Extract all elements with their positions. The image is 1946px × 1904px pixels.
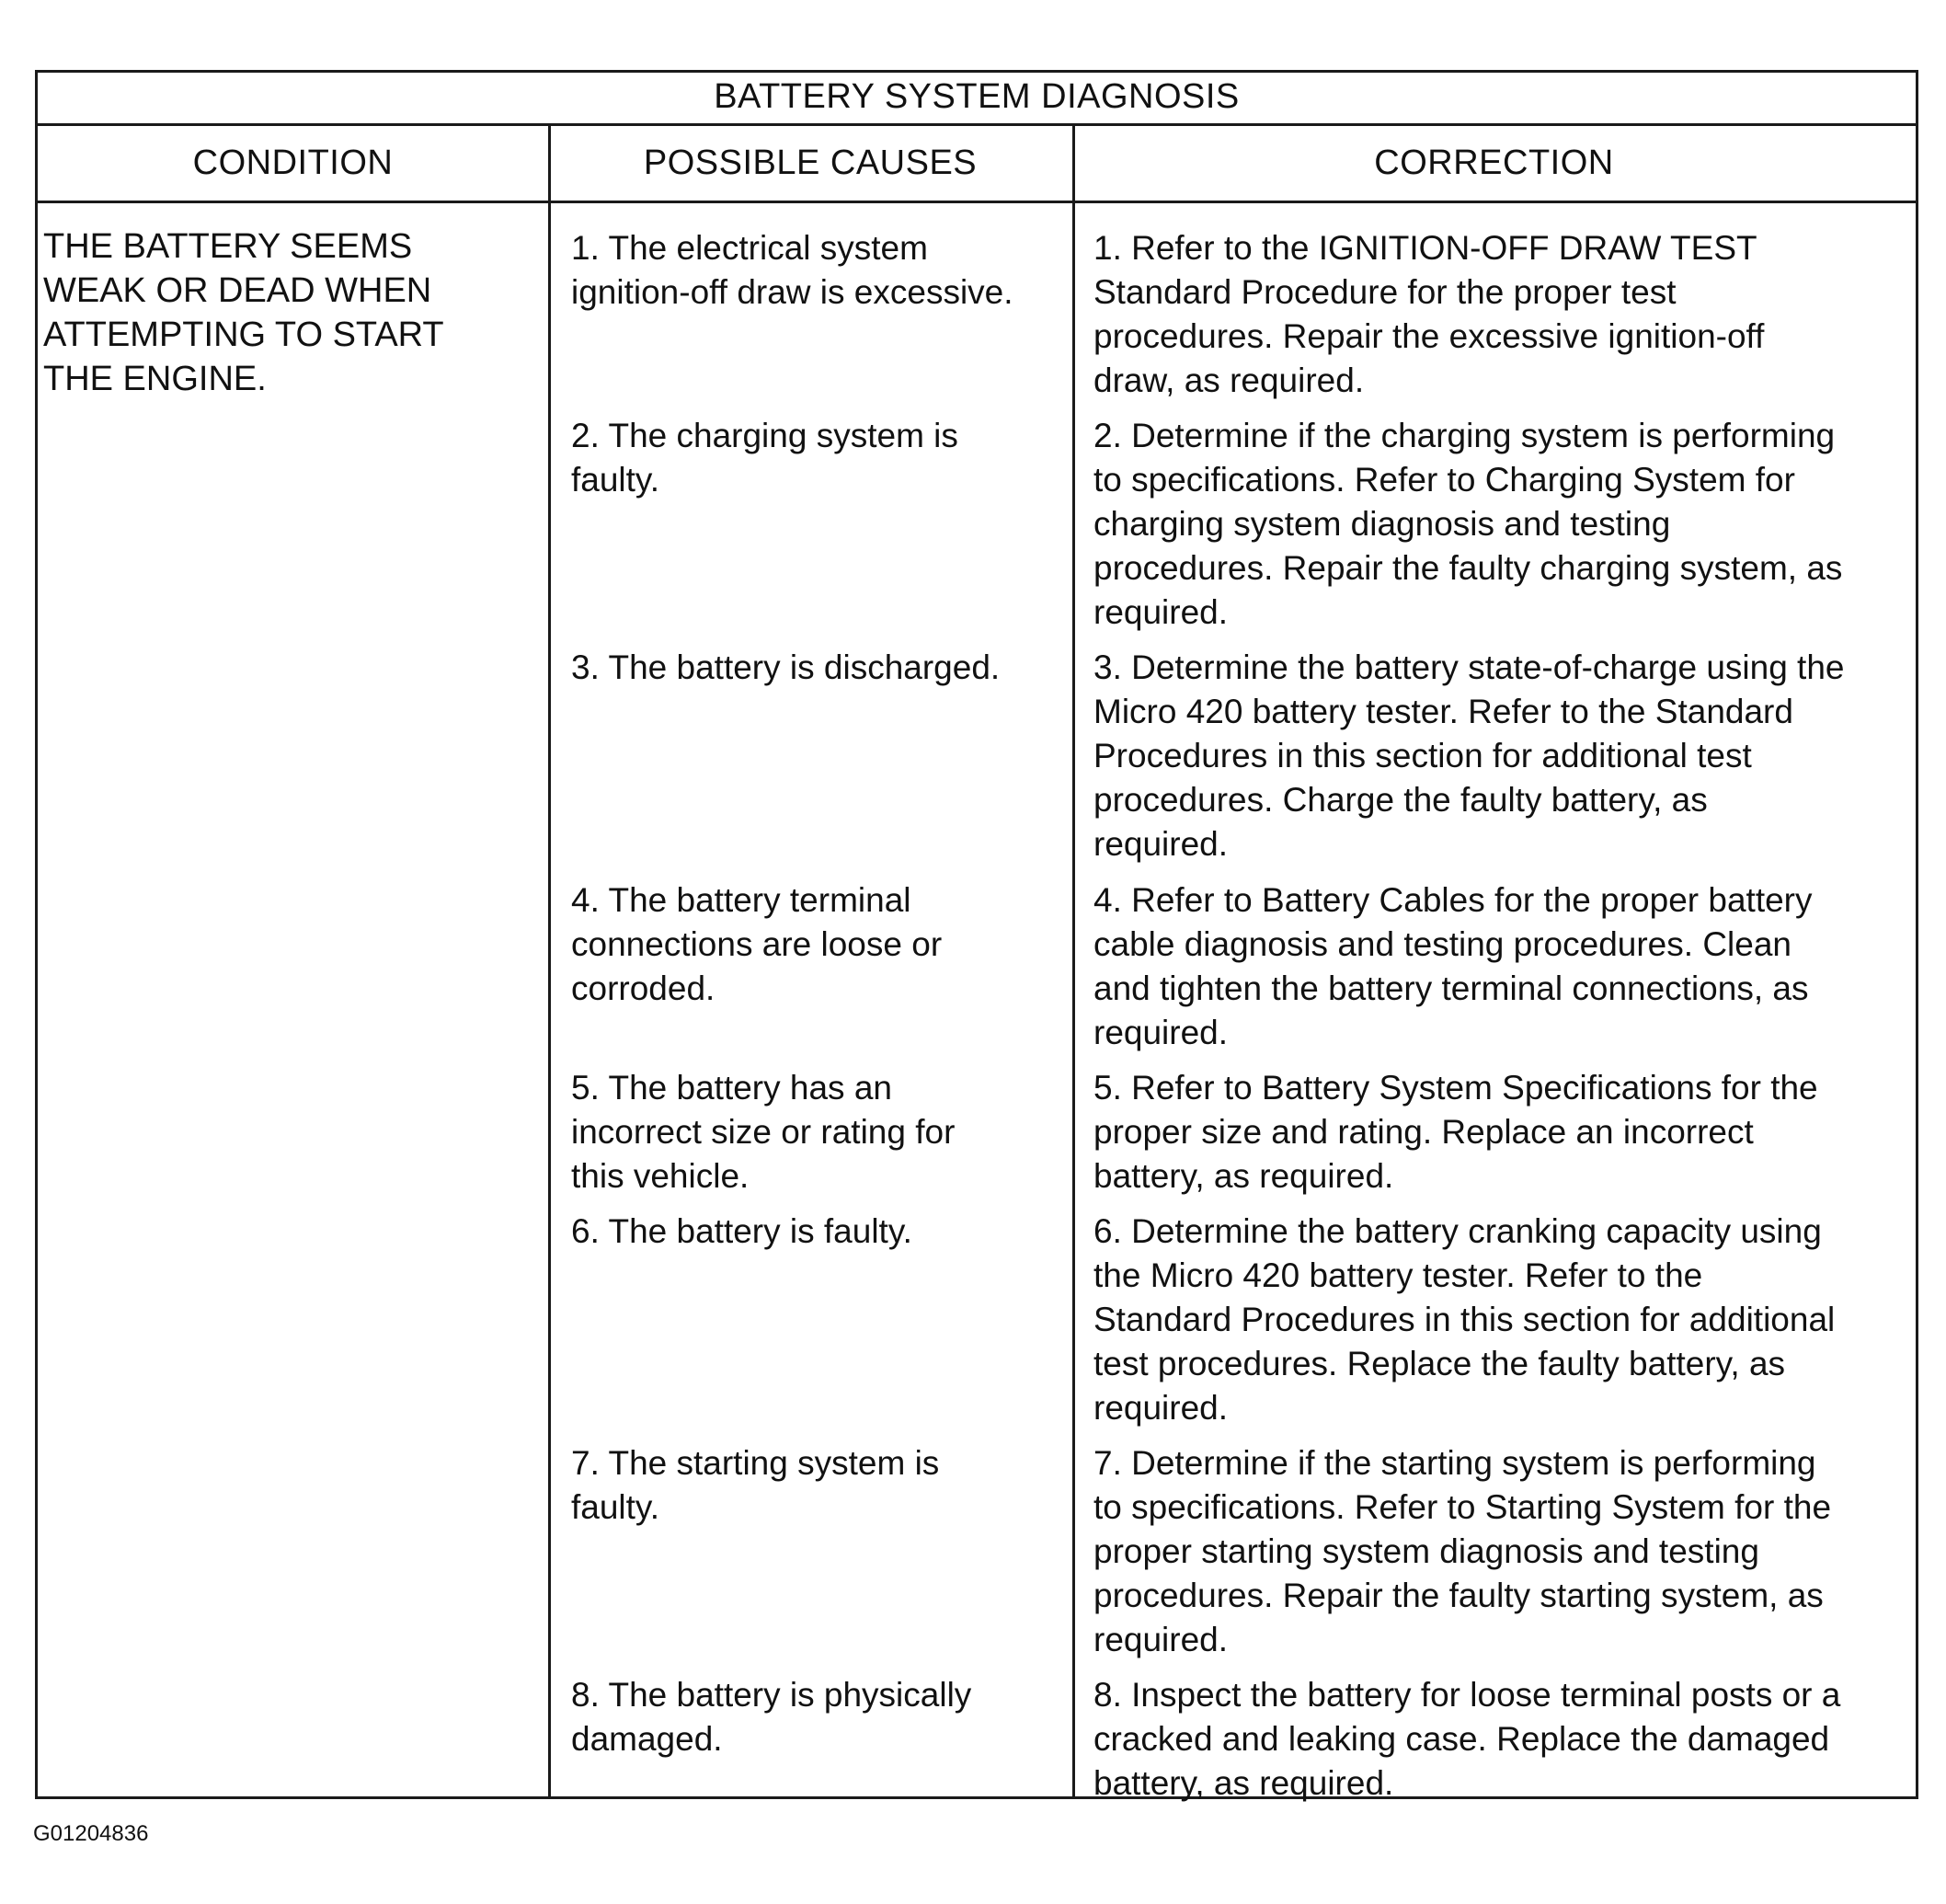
correction-cell: 6. Determine the battery cranking capacity using the Micro 420 battery tester. Refer to the Standard Procedures in this section for additional test procedures. Replace the faulty battery, as required.	[1093, 1212, 1836, 1427]
correction-cell: 5. Refer to Battery System Specifications for the proper size and rating. Replace an incorrect battery, as required.	[1093, 1069, 1818, 1195]
cause-cell: 6. The battery is faulty.	[571, 1212, 912, 1250]
diagnosis-table	[35, 70, 1918, 1802]
header-condition: CONDITION	[192, 143, 394, 182]
cause-cell: 3. The battery is discharged.	[571, 648, 1001, 686]
correction-cell: 2. Determine if the charging system is performing to specifications. Refer to Charging System for charging system diagnosis and testing procedures. Repair the faulty charging system, as required.	[1093, 417, 1843, 631]
table-title: BATTERY SYSTEM DIAGNOSIS	[38, 73, 1916, 126]
correction-cell: 7. Determine if the starting system is performing to specifications. Refer to Starting System for the proper starting system diagnosis and testing procedures. Repair the faulty starting system, as required.	[1093, 1444, 1832, 1658]
cause-cell: 2. The charging system is faulty.	[571, 417, 958, 499]
header-correction: CORRECTION	[1374, 143, 1614, 182]
cause-cell: 8. The battery is physically damaged.	[571, 1676, 972, 1758]
correction-cell: 8. Inspect the battery for loose terminal posts or a cracked and leaking case. Replace the damaged battery, as required.	[1093, 1676, 1841, 1802]
column-divider-2	[1072, 126, 1075, 1796]
cause-cell: 1. The electrical system ignition-off draw is excessive.	[571, 229, 1013, 311]
figure-id: G01204836	[33, 1821, 149, 1846]
correction-cell: 1. Refer to the IGNITION-OFF DRAW TEST Standard Procedure for the proper test procedures. Repair the excessive ignition-off draw, as required.	[1093, 229, 1765, 399]
cause-cell: 4. The battery terminal connections are loose or corroded.	[571, 881, 943, 1007]
column-divider-1	[548, 126, 551, 1796]
table-header-row	[38, 126, 1916, 203]
header-possible-causes: POSSIBLE CAUSES	[643, 143, 978, 182]
correction-cell: 4. Refer to Battery Cables for the proper battery cable diagnosis and testing procedures. Clean and tighten the battery terminal connections, as required.	[1093, 881, 1813, 1051]
cause-cell: 7. The starting system is faulty.	[571, 1444, 940, 1526]
condition-cell: THE BATTERY SEEMS WEAK OR DEAD WHEN ATTEMPTING TO START THE ENGINE.	[43, 227, 444, 398]
correction-cell: 3. Determine the battery state-of-charge using the Micro 420 battery tester. Refer to the Standard Procedures in this section for additional test procedures. Charge the faulty battery, as required.	[1093, 648, 1845, 863]
cause-cell: 5. The battery has an incorrect size or rating for this vehicle.	[571, 1069, 956, 1195]
